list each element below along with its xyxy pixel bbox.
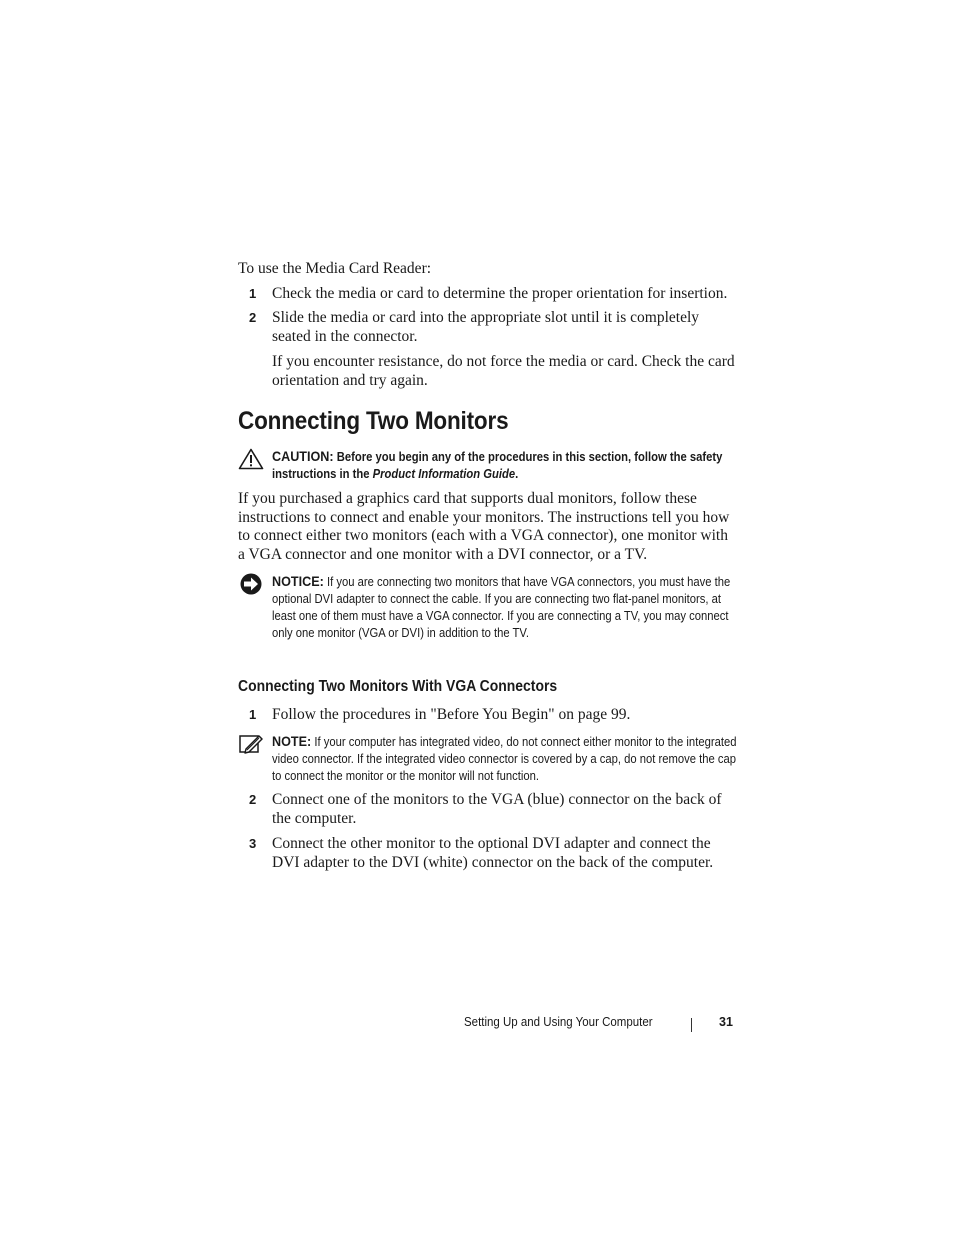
- step-number: 2: [249, 310, 257, 325]
- notice-body: If you are connecting two monitors that have VGA connectors, you must have the optional DVI adapter to connect the cable. If you are connecting two flat-panel monitors, at least one of them must have a VGA connector. If you are connecting a TV, you may connect only one monitor (VGA or DVI) in addition to the TV.: [272, 575, 731, 640]
- step-number: 2: [249, 792, 257, 807]
- subsection-heading: Connecting Two Monitors With VGA Connectors: [238, 678, 558, 695]
- body-paragraph: If you purchased a graphics card that supports dual monitors, follow these instructions to connect and enable your monitors. The instructions tell you how to connect either two monitors (each with a VGA connector), one monitor with a VGA connector and one monitor with a DVI connector, or a TV.: [238, 490, 730, 564]
- step-text: Check the media or card to determine the proper orientation for insertion.: [272, 285, 728, 302]
- notice-text: [272, 573, 740, 642]
- caution-text: [272, 448, 740, 483]
- caution-end: .: [515, 467, 519, 481]
- step-text: Slide the media or card into the appropriate slot until it is completely seated in the connector.: [272, 309, 700, 345]
- section-heading: Connecting Two Monitors: [238, 407, 509, 435]
- intro-text: To use the Media Card Reader:: [238, 260, 432, 277]
- note-label: NOTE:: [272, 733, 312, 749]
- step-text: Connect the other monitor to the optional DVI adapter and connect the DVI adapter to the DVI (white) connector on the back of the computer.: [272, 835, 714, 871]
- step-number: 1: [249, 707, 257, 722]
- resistance-paragraph: If you encounter resistance, do not force the media or card. Check the card orientation and try again.: [272, 353, 735, 389]
- note-pencil-icon: [238, 733, 264, 760]
- notice-arrow-icon: [238, 573, 264, 602]
- step-text: Connect one of the monitors to the VGA (blue) connector on the back of the computer.: [272, 791, 722, 827]
- footer-divider: [691, 1018, 692, 1032]
- footer-section-title: Setting Up and Using Your Computer: [464, 1015, 653, 1029]
- step-text: Follow the procedures in "Before You Begin" on page 99.: [272, 706, 631, 723]
- notice-label: NOTICE:: [272, 573, 324, 589]
- note-body: If your computer has integrated video, do not connect either monitor to the integrated video connector. If the integrated video connector is covered by a cap, do not remove the cap to connect the monitor or the monitor will not function.: [272, 735, 737, 783]
- caution-guide-title: Product Information Guide: [372, 467, 516, 481]
- step-number: 1: [249, 286, 257, 301]
- step-number: 3: [249, 836, 257, 851]
- page-number: 31: [719, 1015, 733, 1029]
- note-text: [272, 733, 740, 785]
- caution-triangle-icon: [238, 448, 264, 475]
- caution-label: CAUTION:: [272, 448, 334, 464]
- caution-body: Before you begin any of the procedures in this section, follow the safety instructions in the: [272, 450, 723, 481]
